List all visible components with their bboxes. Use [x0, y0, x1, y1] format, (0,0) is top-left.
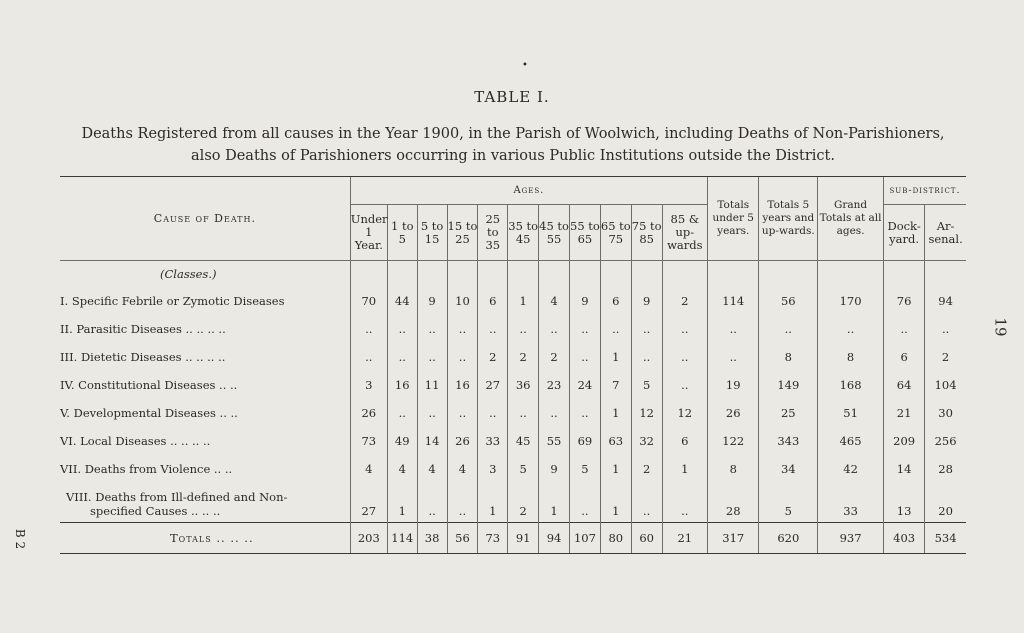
- table-cell: ..: [662, 483, 707, 523]
- table-cell: 2: [478, 343, 508, 371]
- table-cell: 9: [417, 287, 447, 315]
- table-cell: 3: [478, 455, 508, 483]
- header-age-5-15: 5 to 15: [417, 205, 447, 261]
- table-cell: 1: [600, 455, 631, 483]
- table-cell: 49: [387, 427, 417, 455]
- table-cell: 14: [417, 427, 447, 455]
- table-cell: 465: [818, 427, 884, 455]
- header-grand-totals: Grand Totals at all ages.: [818, 177, 884, 261]
- table-cell: 33: [818, 483, 884, 523]
- table-cell: 64: [884, 371, 925, 399]
- table-cell: ..: [662, 371, 707, 399]
- table-cell: 27: [350, 483, 387, 523]
- table-cell: 343: [759, 427, 818, 455]
- table-cell: ..: [631, 343, 662, 371]
- table-cell: ..: [387, 343, 417, 371]
- table-cell: 1: [478, 483, 508, 523]
- table-row: [60, 399, 966, 427]
- cause-of-death: II. Parasitic Diseases .. .. .. ..: [60, 321, 226, 336]
- header-age-55-65: 55 to 65: [569, 205, 600, 261]
- table-cell: 1: [600, 343, 631, 371]
- table-row: [60, 287, 966, 315]
- table-cell: ..: [631, 483, 662, 523]
- table-cell: 7: [600, 371, 631, 399]
- table-cell: 9: [631, 287, 662, 315]
- table-cell: ..: [350, 315, 387, 343]
- table-cell: 16: [447, 371, 478, 399]
- table-cell: ..: [662, 315, 707, 343]
- table-cell: 6: [884, 343, 925, 371]
- cause-of-death: [60, 483, 350, 523]
- table-cell: 4: [417, 455, 447, 483]
- table-cell: 14: [884, 455, 925, 483]
- table-cell: 170: [818, 287, 884, 315]
- table-cell: ..: [447, 399, 478, 427]
- table-cell: 73: [350, 427, 387, 455]
- header-age-85-up: 85 & up-wards: [662, 205, 707, 261]
- header-age-65-75: 65 to 75: [600, 205, 631, 261]
- table-cell: 30: [925, 399, 966, 427]
- table-cell: ..: [508, 399, 539, 427]
- table-cell: 12: [631, 399, 662, 427]
- header-sub-district: sub-district.: [884, 177, 966, 205]
- header-ages: Ages.: [350, 177, 707, 205]
- table-cell: 6: [600, 287, 631, 315]
- table-cell: ..: [600, 315, 631, 343]
- table-cell: 36: [508, 371, 539, 399]
- table-cell: 27: [478, 371, 508, 399]
- table-cell: 2: [631, 455, 662, 483]
- table-cell: ..: [417, 399, 447, 427]
- table-cell: ..: [447, 483, 478, 523]
- table-cell: 45: [508, 427, 539, 455]
- cause-of-death: VI. Local Diseases .. .. .. ..: [60, 433, 211, 448]
- table-cell: 4: [350, 455, 387, 483]
- table-cell: 28: [708, 483, 759, 523]
- table-cell: 20: [925, 483, 966, 523]
- table-cell: 8: [708, 455, 759, 483]
- header-age-1-5: 1 to 5: [387, 205, 417, 261]
- table-cell: 8: [759, 343, 818, 371]
- table-cell: 1: [600, 399, 631, 427]
- table-cell: 94: [925, 287, 966, 315]
- table-cell: ..: [478, 399, 508, 427]
- totals-label: Totals .. .. ..: [60, 523, 350, 554]
- totals-cell: 317: [708, 523, 759, 554]
- table-cell: 70: [350, 287, 387, 315]
- header-age-35-45: 35 to 45: [508, 205, 539, 261]
- table-cell: 2: [508, 483, 539, 523]
- table-cell: 4: [387, 455, 417, 483]
- table-cell: ..: [508, 315, 539, 343]
- totals-cell: 403: [884, 523, 925, 554]
- table-cell: 28: [925, 455, 966, 483]
- table-cell: 2: [508, 343, 539, 371]
- table-cell: 51: [818, 399, 884, 427]
- table-cell: 2: [925, 343, 966, 371]
- totals-cell: 21: [662, 523, 707, 554]
- header-age-75-85: 75 to 85: [631, 205, 662, 261]
- classes-label-text: (Classes.): [160, 266, 217, 281]
- table-cell: 6: [662, 427, 707, 455]
- header-totals-under-5: Totals under 5 years.: [708, 177, 759, 261]
- table-cell: 12: [662, 399, 707, 427]
- table-cell: 69: [569, 427, 600, 455]
- cause-of-death: III. Dietetic Diseases .. .. .. ..: [60, 349, 226, 364]
- table-cell: ..: [447, 343, 478, 371]
- table-cell: ..: [708, 315, 759, 343]
- table-cell: ..: [759, 315, 818, 343]
- table-cell: 2: [662, 287, 707, 315]
- signature-mark: B 2: [13, 528, 28, 550]
- table-cell: 1: [539, 483, 570, 523]
- totals-cell: 534: [925, 523, 966, 554]
- header-arsenal: Ar-senal.: [925, 205, 966, 261]
- table-row: [60, 455, 966, 483]
- table-cell: ..: [539, 315, 570, 343]
- table-cell: ..: [818, 315, 884, 343]
- table-cell: ..: [478, 315, 508, 343]
- totals-cell: 38: [417, 523, 447, 554]
- table-cell: 55: [539, 427, 570, 455]
- table-cell: 23: [539, 371, 570, 399]
- table-cell: 114: [708, 287, 759, 315]
- table-cell: 5: [569, 455, 600, 483]
- table-row: [60, 427, 966, 455]
- totals-cell: 107: [569, 523, 600, 554]
- table-row: [60, 483, 966, 523]
- cause-line-2: specified Causes .. .. ..: [90, 504, 221, 518]
- table-cell: ..: [417, 483, 447, 523]
- table-cell: ..: [662, 343, 707, 371]
- table-cell: 122: [708, 427, 759, 455]
- table-cell: ..: [569, 399, 600, 427]
- table-cell: 11: [417, 371, 447, 399]
- table-cell: ..: [387, 399, 417, 427]
- totals-cell: 620: [759, 523, 818, 554]
- totals-cell: 94: [539, 523, 570, 554]
- table-cell: 209: [884, 427, 925, 455]
- header-age-under-1: Under 1 Year.: [350, 205, 387, 261]
- table-cell: 168: [818, 371, 884, 399]
- table-cell: ..: [631, 315, 662, 343]
- table-cell: 44: [387, 287, 417, 315]
- totals-cell: 203: [350, 523, 387, 554]
- table-cell: 24: [569, 371, 600, 399]
- table-cell: 5: [508, 455, 539, 483]
- page-number: 19: [991, 317, 1010, 337]
- ink-dot: •: [522, 60, 528, 71]
- table-cell: 9: [539, 455, 570, 483]
- table-cell: ..: [350, 343, 387, 371]
- table-cell: 16: [387, 371, 417, 399]
- table-cell: 4: [447, 455, 478, 483]
- table-subtitle: [48, 123, 978, 167]
- table-title: TABLE I.: [474, 88, 550, 106]
- table-cell: ..: [447, 315, 478, 343]
- table-cell: 13: [884, 483, 925, 523]
- table-cell: ..: [925, 315, 966, 343]
- table-cell: 5: [759, 483, 818, 523]
- header-cause: Cause of Death.: [60, 177, 350, 261]
- table-cell: 26: [447, 427, 478, 455]
- table-cell: ..: [884, 315, 925, 343]
- totals-cell: 114: [387, 523, 417, 554]
- table-cell: ..: [569, 343, 600, 371]
- table-cell: 26: [708, 399, 759, 427]
- table-cell: 33: [478, 427, 508, 455]
- table-cell: ..: [539, 399, 570, 427]
- cause-of-death: VII. Deaths from Violence .. ..: [60, 461, 233, 476]
- table-cell: 3: [350, 371, 387, 399]
- table-cell: 4: [539, 287, 570, 315]
- table-cell: 21: [884, 399, 925, 427]
- table-cell: 149: [759, 371, 818, 399]
- table-cell: 19: [708, 371, 759, 399]
- table-cell: 6: [478, 287, 508, 315]
- cause-line-1: VIII. Deaths from Ill-defined and Non-: [66, 490, 288, 504]
- table-cell: 26: [350, 399, 387, 427]
- table-row: [60, 315, 966, 343]
- table-cell: 56: [759, 287, 818, 315]
- classes-label: [60, 261, 350, 287]
- table-cell: 76: [884, 287, 925, 315]
- header-age-15-25: 15 to 25: [447, 205, 478, 261]
- totals-cell: 937: [818, 523, 884, 554]
- table-cell: 5: [631, 371, 662, 399]
- deaths-table: [60, 176, 966, 554]
- cause-of-death: I. Specific Febrile or Zymotic Diseases: [60, 293, 285, 308]
- totals-cell: 73: [478, 523, 508, 554]
- cause-of-death: V. Developmental Diseases .. ..: [60, 405, 238, 420]
- table-cell: ..: [569, 315, 600, 343]
- cause-of-death: IV. Constitutional Diseases .. ..: [60, 377, 238, 392]
- header-age-45-55: 45 to 55: [539, 205, 570, 261]
- table-row: [60, 343, 966, 371]
- table-cell: ..: [417, 343, 447, 371]
- table-cell: 256: [925, 427, 966, 455]
- table-cell: 1: [387, 483, 417, 523]
- table-cell: 104: [925, 371, 966, 399]
- table-cell: 8: [818, 343, 884, 371]
- table-cell: 32: [631, 427, 662, 455]
- table-cell: 1: [662, 455, 707, 483]
- table-cell: ..: [387, 315, 417, 343]
- table-cell: 25: [759, 399, 818, 427]
- table-cell: ..: [708, 343, 759, 371]
- table-row: [60, 371, 966, 399]
- header-dockyard: Dock-yard.: [884, 205, 925, 261]
- table-cell: 42: [818, 455, 884, 483]
- totals-row: [60, 523, 966, 554]
- table-cell: 63: [600, 427, 631, 455]
- header-totals-5-up: Totals 5 years and up-wards.: [759, 177, 818, 261]
- subtitle-line-2: also Deaths of Parishioners occurring in various Public Institutions outside the District.: [191, 148, 835, 164]
- table-cell: 1: [508, 287, 539, 315]
- subtitle-line-1: Deaths Registered from all causes in the Year 1900, in the Parish of Woolwich, including Deaths of Non-Parishioners,: [81, 126, 945, 142]
- totals-cell: 56: [447, 523, 478, 554]
- table-cell: 9: [569, 287, 600, 315]
- totals-cell: 80: [600, 523, 631, 554]
- totals-cell: 60: [631, 523, 662, 554]
- table-cell: 2: [539, 343, 570, 371]
- table-cell: 34: [759, 455, 818, 483]
- table-cell: 1: [600, 483, 631, 523]
- table-cell: 10: [447, 287, 478, 315]
- header-age-25-35: 25 to 35: [478, 205, 508, 261]
- table-cell: ..: [417, 315, 447, 343]
- table-cell: ..: [569, 483, 600, 523]
- totals-cell: 91: [508, 523, 539, 554]
